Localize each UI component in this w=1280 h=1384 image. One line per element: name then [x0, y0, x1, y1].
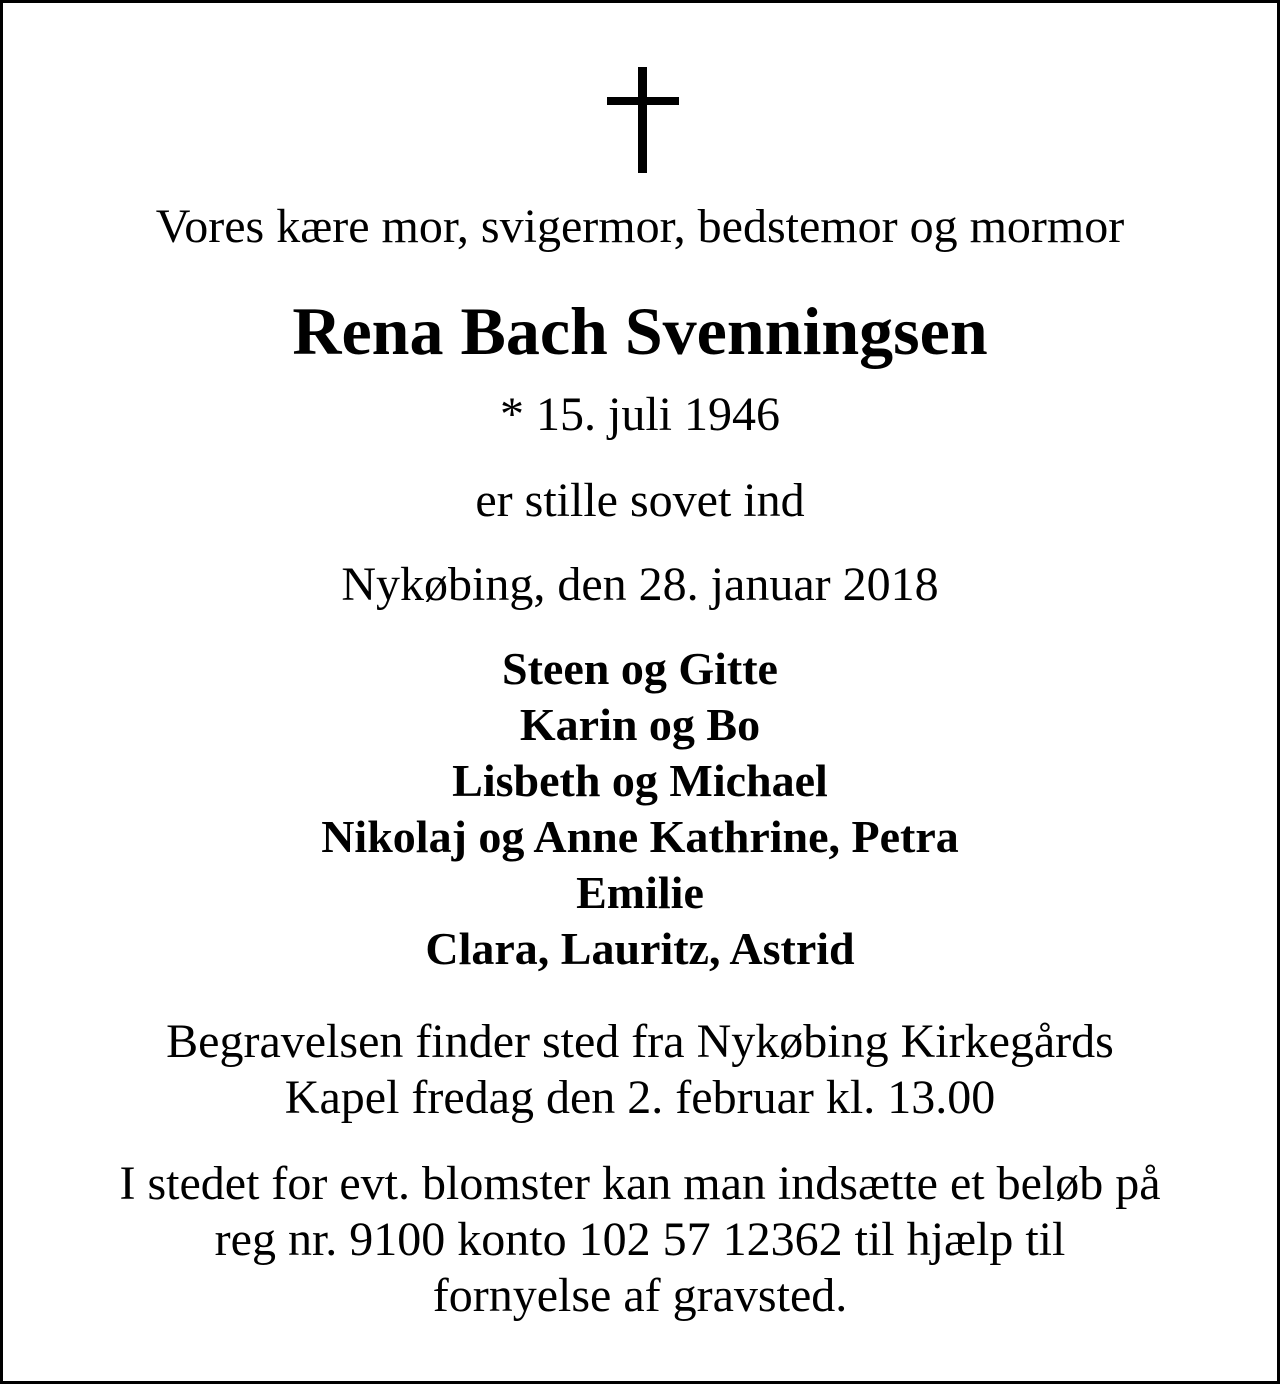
intro-text: Vores kære mor, svigermor, bedstemor og mormor — [155, 200, 1125, 253]
family-member: Steen og Gitte — [502, 643, 778, 694]
family-member: Lisbeth og Michael — [452, 755, 828, 806]
birth-date: * 15. juli 1946 — [499, 388, 780, 441]
cross-vertical-bar — [638, 67, 647, 173]
passing-text: er stille sovet ind — [475, 474, 805, 527]
family-list — [3, 641, 1277, 977]
family-member: Nikolaj og Anne Kathrine, Petra — [321, 811, 959, 862]
cross-icon — [607, 67, 679, 173]
donation-line: I stedet for evt. blomster kan man indsætte et beløb på — [119, 1157, 1161, 1210]
donation-line: fornyelse af gravsted. — [432, 1269, 848, 1322]
family-member: Emilie — [576, 867, 704, 918]
cross-horizontal-bar — [607, 97, 679, 105]
family-member: Clara, Lauritz, Astrid — [425, 923, 855, 974]
funeral-info — [3, 1014, 1277, 1126]
deceased-name: Rena Bach Svenningsen — [292, 293, 988, 369]
place-and-date: Nykøbing, den 28. januar 2018 — [341, 558, 939, 611]
family-member: Karin og Bo — [519, 699, 761, 750]
funeral-line: Kapel fredag den 2. februar kl. 13.00 — [284, 1071, 996, 1124]
donation-info — [3, 1156, 1277, 1324]
donation-line: reg nr. 9100 konto 102 57 12362 til hjælp til — [214, 1213, 1066, 1266]
funeral-line: Begravelsen finder sted fra Nykøbing Kirkegårds — [166, 1015, 1114, 1068]
